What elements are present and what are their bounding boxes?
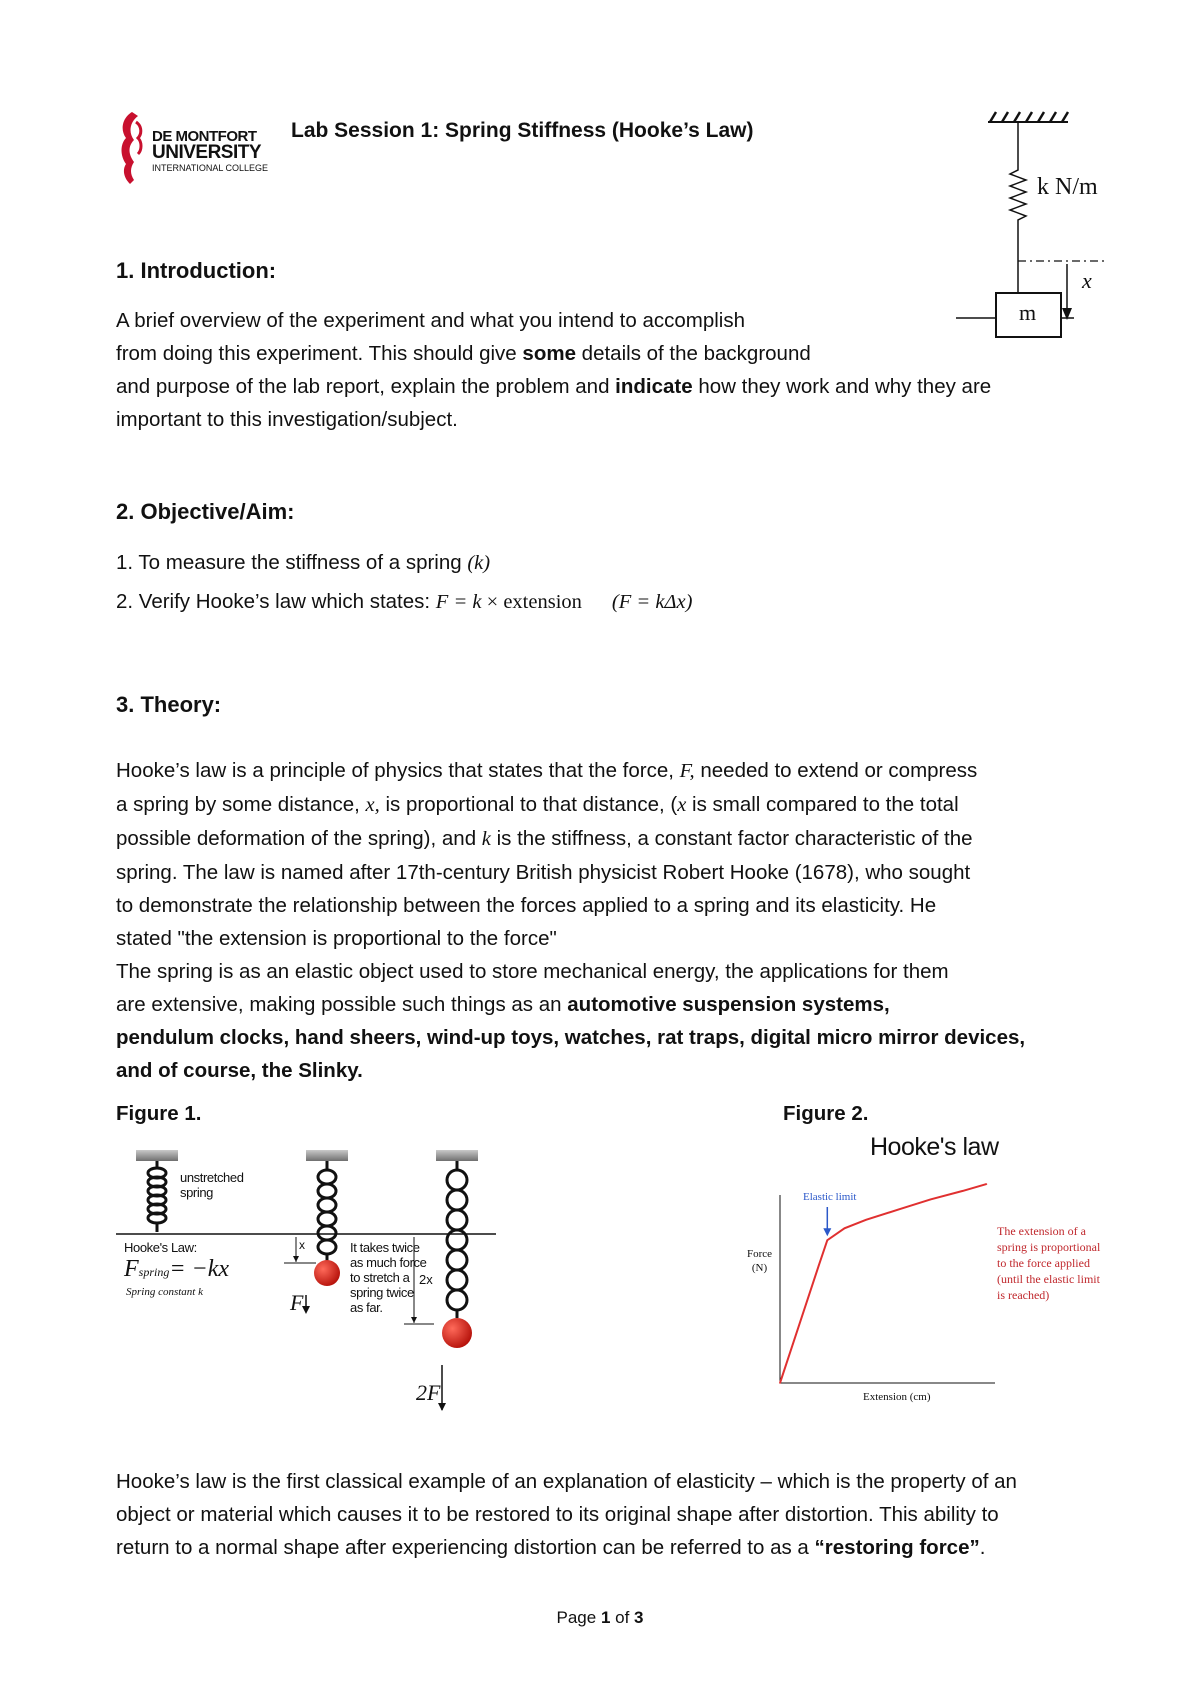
twice-note-line: to stretch a (350, 1270, 410, 1285)
data-point (897, 1209, 899, 1211)
theory-text: needed to extend or compress (694, 759, 978, 782)
closing-paragraph (116, 1465, 1116, 1564)
closing-line: object or material which causes it to be restored to its original shape after distortion. This ability to (116, 1503, 999, 1526)
figure-1 (116, 1140, 516, 1418)
math-F: F, (679, 760, 695, 782)
twox-label: 2x (419, 1272, 433, 1287)
data-point (930, 1199, 932, 1201)
chart-note-line: (until the elastic limit (997, 1272, 1100, 1286)
formula-F: F (124, 1256, 139, 1282)
spring-stretched-x (318, 1161, 336, 1262)
math-formula-delta: (F = kΔx) (611, 591, 693, 613)
theory-line: and of course, the Slinky. (116, 1059, 363, 1082)
formula-subscript: spring (138, 1265, 170, 1279)
intro-line-2 (116, 337, 1116, 370)
intro-emphasis: indicate (615, 375, 693, 398)
closing-emphasis: “restoring force” (814, 1536, 980, 1559)
unstretched-label-line: spring (180, 1185, 214, 1200)
university-logo (116, 108, 276, 192)
intro-text: and purpose of the lab report, explain the problem and (116, 375, 616, 398)
theory-text: possible deformation of the spring), and (116, 827, 482, 850)
theory-heading: 3. Theory: (116, 692, 222, 717)
chart-note-line: to the force applied (997, 1256, 1090, 1270)
math-x: x, (365, 794, 380, 816)
theory-line: pendulum clocks, hand sheers, wind-up toys, watches, rat traps, digital micro mirror devices, (116, 1026, 1026, 1049)
mass-ball (314, 1260, 340, 1286)
spring-unstretched (148, 1161, 166, 1232)
figure-2-chart (745, 1125, 1115, 1415)
hookes-law-label: Hooke's Law: (124, 1240, 197, 1255)
logo-line-2: UNIVERSITY (152, 142, 262, 163)
footer-text: of (610, 1608, 635, 1627)
ylabel-line: Force (747, 1248, 773, 1260)
intro-line-1: A brief overview of the experiment and what you intend to accomplish (116, 309, 746, 332)
data-point (844, 1228, 846, 1230)
data-point (792, 1343, 794, 1345)
twice-note (350, 1240, 426, 1315)
chart-note-line: spring is proportional (997, 1240, 1101, 1254)
math-k: (k) (467, 552, 491, 574)
theory-text: is the stiffness, a constant factor characteristic of the (490, 827, 973, 850)
objective-text: 1. To measure the stiffness of a spring (116, 551, 468, 574)
data-point (986, 1183, 988, 1185)
theory-line (116, 822, 1116, 856)
footer-text: Page (556, 1608, 601, 1627)
page-footer (0, 1608, 1200, 1628)
ylabel-line: (N) (751, 1262, 768, 1274)
chart-ylabel (747, 1247, 772, 1275)
chart-note-line: is reached) (997, 1288, 1050, 1302)
ceiling-plate (136, 1150, 178, 1161)
chart-title: Hooke's law (870, 1133, 999, 1161)
theory-text: are extensive, making possible such things as an (116, 993, 568, 1016)
data-point (827, 1239, 829, 1241)
theory-text: Hooke’s law is a principle of physics that states that the force, (116, 759, 680, 782)
intro-line-3 (116, 370, 1116, 403)
math-formula: F = k (435, 591, 482, 613)
stiffness-label: k N/m (1037, 174, 1098, 200)
intro-emphasis: some (522, 342, 576, 365)
closing-text: return to a normal shape after experiencing distortion can be referred to as a (116, 1536, 815, 1559)
logo-line-1: DE MONTFORT (152, 128, 257, 145)
logo-emblem-icon (116, 108, 146, 188)
x-label: x (299, 1238, 305, 1252)
spring-constant-label: Spring constant k (126, 1286, 203, 1298)
data-point (818, 1265, 820, 1267)
intro-text: from doing this experiment. This should give (116, 342, 523, 365)
theory-line: spring. The law is named after 17th-century British physicist Robert Hooke (1678), who sought (116, 861, 971, 884)
twoF-label: 2F (416, 1380, 441, 1405)
intro-text: how they work and why they are (692, 375, 992, 398)
logo-line-3: INTERNATIONAL COLLEGE (152, 163, 269, 173)
displacement-label: x (1082, 268, 1092, 293)
force-label: F (290, 1290, 304, 1315)
math-x: x (677, 794, 687, 816)
theory-line: to demonstrate the relationship between the forces applied to a spring and its elasticity. He (116, 894, 937, 917)
spring-coil (1010, 122, 1026, 261)
spring-stretched-2x (447, 1161, 467, 1318)
page-total: 3 (634, 1608, 644, 1627)
page-number: 1 (600, 1608, 611, 1627)
theory-text: a spring by some distance, (116, 793, 366, 816)
data-point (865, 1219, 867, 1221)
theory-emphasis: automotive suspension systems, (567, 993, 890, 1016)
objective-item-2 (116, 585, 692, 619)
introduction-body (116, 304, 1116, 436)
twice-note-line: as much force (350, 1255, 427, 1270)
mass-label: m (1019, 300, 1037, 325)
ceiling-plate (306, 1150, 348, 1161)
math-k: k (481, 828, 491, 850)
theory-line (116, 754, 1116, 788)
data-series-line (780, 1184, 986, 1383)
math-extension: extension (503, 591, 582, 613)
theory-line: stated "the extension is proportional to the force" (116, 927, 557, 950)
ceiling-plate (436, 1150, 478, 1161)
twice-note-line: spring twice (350, 1285, 414, 1300)
theory-line: The spring is as an elastic object used to store mechanical energy, the applications for them (116, 960, 949, 983)
objective-item-1 (116, 546, 490, 580)
data-point (962, 1190, 964, 1192)
twice-note-line: as far. (350, 1300, 383, 1315)
theory-text: is proportional to that distance, ( (379, 793, 678, 816)
formula-rest: = −kx (169, 1256, 230, 1282)
data-point (779, 1382, 781, 1384)
ceiling-hatch (988, 112, 1068, 122)
theory-line (116, 788, 1116, 822)
page-title: Lab Session 1: Spring Stiffness (Hooke’s Law) (291, 119, 754, 142)
chart-xlabel: Extension (cm) (863, 1391, 931, 1403)
figure-2-caption: Figure 2. (783, 1102, 869, 1125)
objective-text: 2. Verify Hooke’s law which states: (116, 590, 436, 613)
twice-note-line: It takes twice (350, 1240, 420, 1255)
chart-annotation: Elastic limit (803, 1191, 857, 1203)
closing-line: Hooke’s law is the first classical example of an explanation of elasticity – which is the property of an (116, 1470, 1017, 1493)
data-point (805, 1304, 807, 1306)
hookes-formula (124, 1256, 229, 1283)
unstretched-label-line: unstretched (180, 1170, 244, 1185)
mass-ball (442, 1318, 472, 1348)
closing-line (116, 1531, 1116, 1564)
theory-line (116, 988, 1116, 1021)
math-times: × (481, 591, 504, 613)
intro-text: details of the background (575, 342, 811, 365)
closing-text: . (979, 1536, 986, 1559)
chart-note (997, 1223, 1100, 1303)
chart-note-line: The extension of a (997, 1224, 1086, 1238)
intro-line-4: important to this investigation/subject. (116, 408, 458, 431)
introduction-heading: 1. Introduction: (116, 258, 277, 283)
elastic-limit-arrowhead (823, 1228, 831, 1236)
theory-text: is small compared to the total (686, 793, 959, 816)
unstretched-label (180, 1170, 244, 1200)
theory-body (116, 754, 1116, 1087)
figure-1-caption: Figure 1. (116, 1102, 202, 1125)
objective-heading: 2. Objective/Aim: (116, 499, 295, 524)
